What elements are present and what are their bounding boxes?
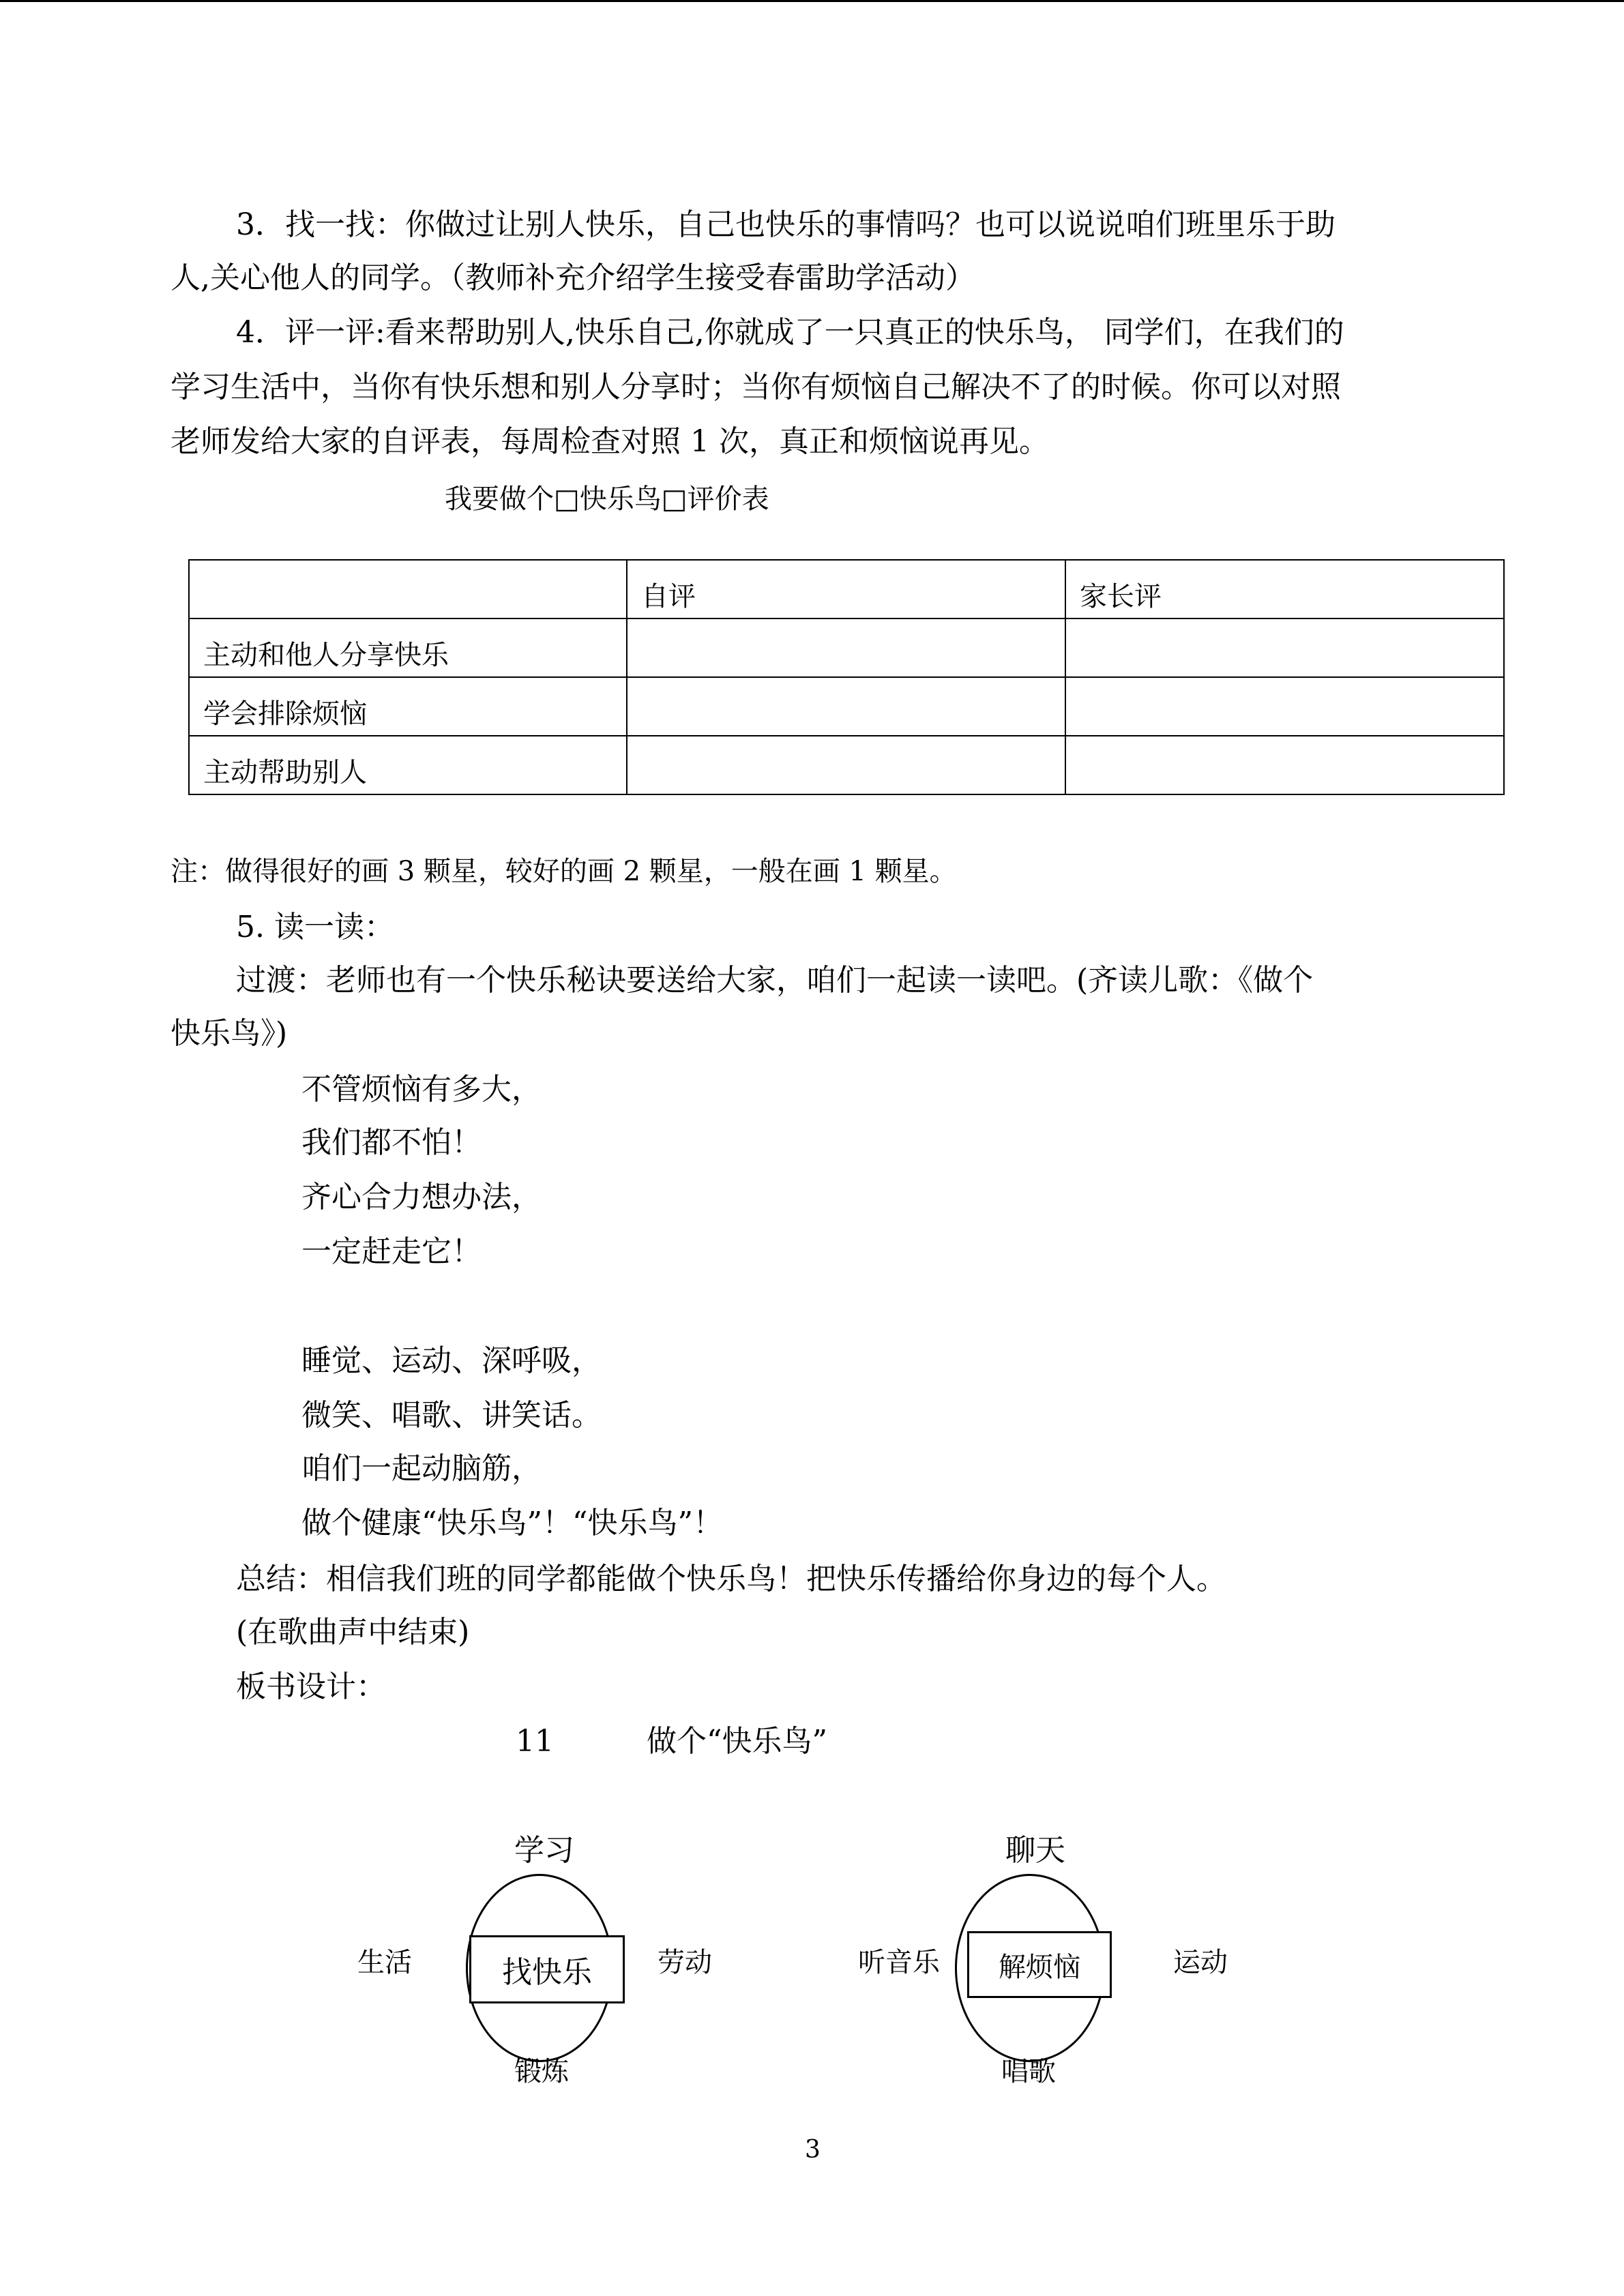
left-diagram-box (469, 1935, 625, 2003)
table-row (189, 618, 1504, 677)
poem-line: 不管烦恼有多大， (301, 1072, 542, 1107)
table-cell: 主动帮助别人 (189, 736, 627, 794)
table-header-cell (189, 560, 627, 618)
left-diagram-right-label: 劳动 (658, 1947, 712, 1978)
right-diagram-right-label: 运动 (1173, 1947, 1228, 1978)
rating-note: 注：做得很好的画 3 颗星，较好的画 2 颗星，一般在画 1 颗星。 (171, 856, 957, 887)
right-diagram-top-label: 聊天 (1005, 1833, 1065, 1868)
para5-heading: 5. 读一读： (236, 910, 394, 944)
para4-line1: 4．评一评:看来帮助别人,快乐自己,你就成了一只真正的快乐鸟， 同学们，在我们的 (236, 315, 1344, 350)
para4-line2: 学习生活中，当你有快乐想和别人分享时；当你有烦恼自己解决不了的时候。你可以对照 (171, 370, 1341, 404)
table-header-row (189, 560, 1504, 618)
poem-line: 睡觉、运动、深呼吸， (301, 1343, 602, 1378)
para3-line1: 3．找一找：你做过让别人快乐，自己也快乐的事情吗？也可以说说咱们班里乐于助 (236, 207, 1335, 242)
table-row (189, 736, 1504, 794)
left-diagram-bottom-label: 锻炼 (514, 2056, 569, 2087)
top-border-line (0, 0, 1624, 2)
table-header-cell: 自评 (627, 560, 1065, 618)
summary-text: 总结：相信我们班的同学都能做个快乐鸟！把快乐传播给你身边的每个人。 (236, 1562, 1226, 1596)
poem-line: 齐心合力想办法， (301, 1180, 542, 1214)
board-design-label: 板书设计： (236, 1669, 386, 1704)
poem-line: 做个健康“快乐鸟”！“快乐鸟”！ (301, 1506, 723, 1540)
table-cell (1065, 618, 1504, 677)
board-lesson-number: 11 (516, 1724, 554, 1759)
left-diagram-top-label: 学习 (514, 1833, 574, 1868)
page-number: 3 (805, 2136, 821, 2164)
right-diagram-bottom-label: 唱歌 (1001, 2056, 1056, 2087)
poem-line: 微笑、唱歌、讲笑话。 (301, 1398, 602, 1433)
left-diagram-center-label: 找快乐 (502, 1955, 592, 1990)
left-diagram-left-label: 生活 (357, 1947, 412, 1978)
board-title: 做个“快乐鸟” (647, 1724, 827, 1759)
table-cell (1065, 677, 1504, 736)
table-cell (627, 736, 1065, 794)
table-cell (627, 618, 1065, 677)
table-row (189, 677, 1504, 736)
para5-transition-line2: 快乐鸟》) (171, 1016, 288, 1051)
para3-line2: 人,关心他人的同学。（教师补充介绍学生接受春雷助学活动） (171, 260, 975, 295)
table-header-cell: 家长评 (1065, 560, 1504, 618)
table-cell (627, 677, 1065, 736)
para4-line3: 老师发给大家的自评表，每周检查对照 1 次，真正和烦恼说再见。 (171, 424, 1049, 459)
ending-text: (在歌曲声中结束) (236, 1615, 470, 1650)
poem-line: 一定赶走它！ (301, 1234, 482, 1269)
right-diagram-center-label: 解烦恼 (999, 1951, 1080, 1983)
para5-transition-line1: 过渡：老师也有一个快乐秘诀要送给大家，咱们一起读一读吧。(齐读儿歌：《做个 (236, 963, 1314, 998)
table-cell: 主动和他人分享快乐 (189, 618, 627, 677)
table-cell: 学会排除烦恼 (189, 677, 627, 736)
right-diagram-left-label: 听音乐 (858, 1947, 940, 1978)
evaluation-table (188, 559, 1505, 795)
table-caption: 我要做个□快乐鸟□评价表 (445, 483, 769, 515)
right-diagram-box (967, 1931, 1112, 1998)
table-cell (1065, 736, 1504, 794)
poem-line: 我们都不怕！ (301, 1125, 482, 1160)
poem-line: 咱们一起动脑筋， (301, 1451, 542, 1486)
